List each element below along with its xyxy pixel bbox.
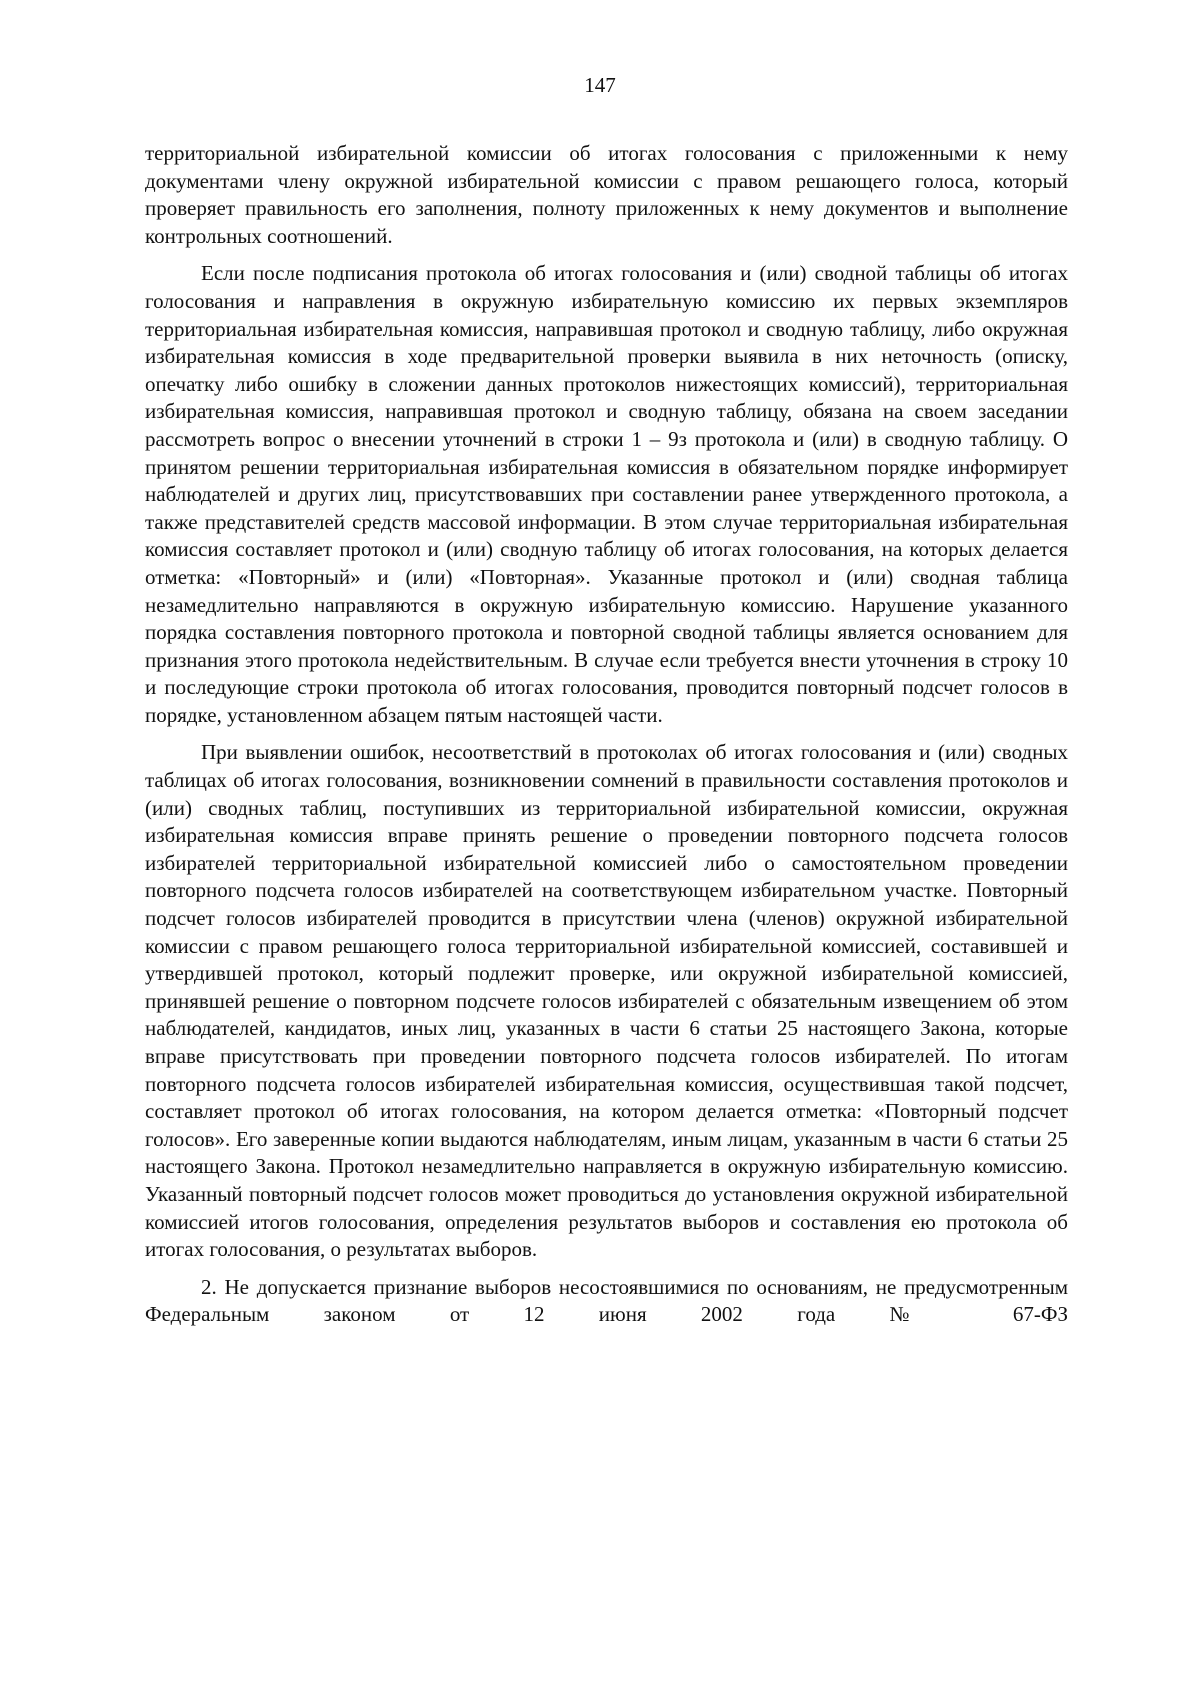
page-number: 147 <box>584 73 616 97</box>
document-body <box>145 140 1068 1329</box>
paragraph-continuation: территориальной избирательной комиссии об итогах голосования с приложенными к нему документами члену окружной избирательной комиссии с правом решающего голоса, который проверяет правильность его заполнения, полноту приложенных к нему документов и выполнение контрольных соотношений. <box>145 141 1068 248</box>
paragraph-recount: При выявлении ошибок, несоответствий в протоколах об итогах голосования и (или) сводных таблицах об итогах голосования, возникновении сомнений в правильности составления протоколов и (или) сводных таблиц, поступивших из территориальной избирательной комиссии, окружная избирательная комиссия вправе принять решение о проведении повторного подсчета голосов избирателей территориальной избирательной комиссией либо о самостоятельном проведении повторного подсчета голосов избирателей на соответствующем избирательном участке. Повторный подсчет голосов избирателей проводится в присутствии члена (членов) окружной избирательной комиссии с правом решающего голоса территориальной избирательной комиссией, составившей и утвердившей протокол, который подлежит проверке, или окружной избирательной комиссией, принявшей решение о повторном подсчете голосов избирателей с обязательным извещением об этом наблюдателей, кандидатов, иных лиц, указанных в части 6 статьи 25 настоящего Закона, которые вправе присутствовать при проведении повторного подсчета голосов избирателей. По итогам повторного подсчета голосов избирателей избирательная комиссия, осуществившая такой подсчет, составляет протокол об итогах голосования, на котором делается отметка: «Повторный подсчет голосов». Его заверенные копии выдаются наблюдателям, иным лицам, указанным в части 6 статьи 25 настоящего Закона. Протокол незамедлительно направляется в окружную избирательную комиссию. Указанный повторный подсчет голосов может проводиться до установления окружной избирательной комиссией итогов голосования, определения результатов выборов и составления ею протокола об итогах голосования, о результатах выборов. <box>145 740 1068 1262</box>
paragraph-part-2: 2. Не допускается признание выборов несостоявшимися по основаниям, не предусмотренным Федеральным законом от 12 июня 2002 года № 67-ФЗ <box>145 1274 1068 1327</box>
paragraph-protocol-corrections: Если после подписания протокола об итогах голосования и (или) сводной таблицы об итогах голосования и направления в окружную избирательную комиссию их первых экземпляров территориальная избирательная комиссия, направившая протокол и сводную таблицу, либо окружная избирательная комиссия в ходе предварительной проверки выявила в них неточность (описку, опечатку либо ошибку в сложении данных протоколов нижестоящих комиссий), территориальная избирательная комиссия, направившая протокол и сводную таблицу, обязана на своем заседании рассмотреть вопрос о внесении уточнений в строки 1 – 9з протокола и (или) в сводную таблицу. О принятом решении территориальная избирательная комиссия в обязательном порядке информирует наблюдателей и других лиц, присутствовавших при составлении ранее утвержденного протокола, а также представителей средств массовой информации. В этом случае территориальная избирательная комиссия составляет протокол и (или) сводную таблицу об итогах голосования, на которых делается отметка: «Повторный» и (или) «Повторная». Указанные протокол и (или) сводная таблица незамедлительно направляются в окружную избирательную комиссию. Нарушение указанного порядка составления повторного протокола и повторной сводной таблицы является основанием для признания этого протокола недействительным. В случае если требуется внести уточнения в строку 10 и последующие строки протокола об итогах голосования, проводится повторный подсчет голосов в порядке, установленном абзацем пятым настоящей части. <box>145 261 1068 727</box>
